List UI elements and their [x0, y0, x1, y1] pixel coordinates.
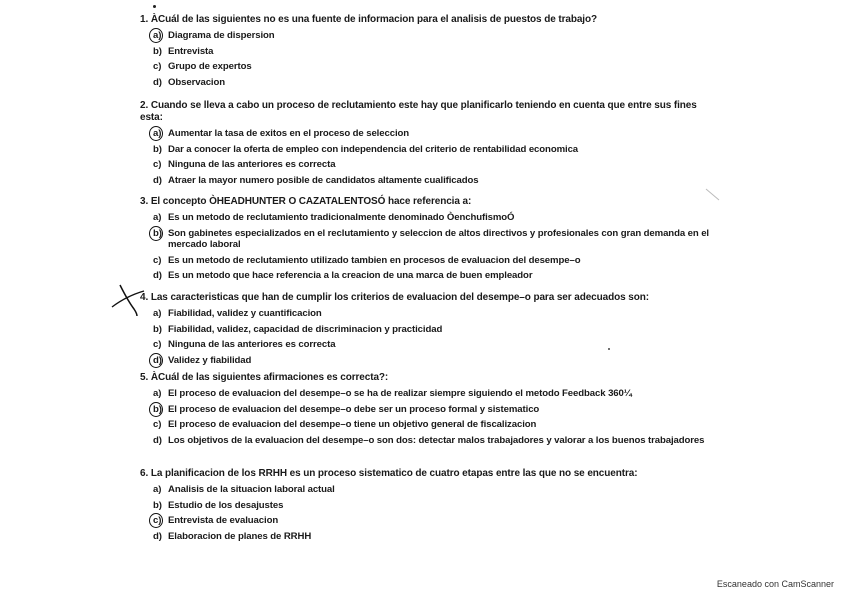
question-1 — [140, 14, 710, 92]
option-c[interactable] — [153, 61, 710, 73]
option-a[interactable] — [153, 388, 710, 400]
question-title — [140, 468, 710, 480]
option-text: Los objetivos de la evaluacion del desempe–o son dos: detectar malos trabajadores y valorar a los buenos trabajadores — [168, 434, 705, 446]
option-text: Dar a conocer la oferta de empleo con independencia del criterio de rentabilidad economica — [168, 143, 579, 155]
option-text: Fiabilidad, validez, capacidad de discriminacion y practicidad — [168, 323, 443, 335]
option-text: Validez y fiabilidad — [168, 354, 252, 366]
option-text: Es un metodo de reclutamiento tradicionalmente denominado ÒenchufismoÓ — [168, 212, 515, 223]
option-a[interactable] — [153, 212, 710, 224]
question-title — [140, 100, 710, 124]
option-a[interactable] — [153, 308, 710, 320]
option-letter-circled: b) — [153, 404, 168, 416]
option-text: Atraer la mayor numero posible de candidatos altamente cualificados — [168, 174, 479, 186]
option-d[interactable] — [153, 270, 710, 282]
question-number: 6. — [140, 468, 149, 479]
question-number: 5. — [140, 372, 149, 383]
option-a[interactable] — [153, 484, 710, 496]
option-letter: b) — [153, 323, 162, 335]
option-b[interactable] — [153, 46, 710, 58]
option-b[interactable] — [153, 500, 710, 512]
option-letter: d) — [153, 270, 162, 281]
question-text: Las caracteristicas que han de cumplir los criterios de evaluacion del desempe–o para ser adecuados son: — [150, 292, 649, 303]
option-text: Ninguna de las anteriores es correcta — [168, 159, 336, 170]
option-letter: c) — [153, 339, 162, 350]
question-number: 4. — [140, 292, 149, 303]
question-title — [140, 292, 710, 304]
option-b[interactable] — [153, 324, 710, 336]
question-2 — [140, 100, 710, 190]
option-text: El proceso de evaluacion del desempe–o tiene un objetivo general de fiscalizacion — [168, 419, 537, 430]
option-c[interactable] — [153, 339, 710, 351]
options-list — [153, 212, 710, 282]
question-text: El concepto ÒHEADHUNTER O CAZATALENTOSÓ hace referencia a: — [150, 196, 472, 207]
option-a[interactable] — [153, 30, 710, 42]
options-list — [153, 388, 710, 446]
option-letter: b) — [153, 45, 162, 57]
option-letter: a) — [153, 308, 162, 319]
option-text: Aumentar la tasa de exitos en el proceso de seleccion — [168, 128, 410, 139]
stray-dot-mark — [608, 348, 610, 350]
option-letter: a) — [153, 484, 162, 495]
question-number: 3. — [140, 196, 149, 207]
options-list — [153, 484, 710, 542]
option-b[interactable] — [153, 144, 710, 156]
question-text: ÀCuál de las siguientes afirmaciones es correcta?: — [150, 372, 389, 383]
options-list — [153, 308, 710, 366]
scanner-watermark: Escaneado con CamScanner — [716, 579, 834, 589]
option-d[interactable] — [153, 175, 710, 187]
option-letter: b) — [153, 499, 162, 511]
option-d[interactable] — [153, 435, 710, 447]
question-title — [140, 196, 710, 208]
option-text: Observacion — [168, 76, 226, 88]
option-c[interactable] — [153, 159, 710, 171]
option-d[interactable] — [153, 77, 710, 89]
question-title — [140, 372, 710, 384]
question-title — [140, 14, 710, 26]
question-4 — [140, 292, 710, 370]
option-text: Son gabinetes especializados en el reclutamiento y seleccion de altos directivos y profesionales con gran demanda en el mercado laboral — [168, 227, 709, 250]
option-letter: d) — [153, 530, 162, 542]
question-text: Cuando se lleva a cabo un proceso de reclutamiento este hay que planificarlo teniendo en cuenta que entre sus fines esta: — [140, 100, 697, 123]
question-5 — [140, 372, 710, 450]
stray-line-mark — [705, 188, 721, 202]
option-letter-circled: b) — [153, 228, 168, 240]
option-text: Entrevista — [168, 45, 214, 57]
option-text: Es un metodo de reclutamiento utilizado tambien en procesos de evaluacion del desempe–o — [168, 254, 581, 266]
handwritten-cross-mark — [110, 283, 149, 317]
option-text: Analisis de la situacion laboral actual — [168, 484, 335, 495]
option-text: Ninguna de las anteriores es correcta — [168, 339, 336, 350]
option-letter-circled: d) — [153, 355, 168, 367]
option-text: Entrevista de evaluacion — [168, 515, 279, 526]
option-letter: a) — [153, 212, 162, 223]
option-letter: c) — [153, 254, 162, 266]
option-letter-circled: c) — [153, 515, 168, 527]
option-letter-circled: a) — [153, 30, 168, 42]
question-text: La planificacion de los RRHH es un proceso sistematico de cuatro etapas entre las que no se encuentra: — [150, 468, 638, 479]
option-b[interactable] — [153, 228, 710, 251]
option-letter: d) — [153, 76, 162, 88]
option-text: Elaboracion de planes de RRHH — [168, 530, 312, 542]
option-letter: a) — [153, 388, 162, 399]
option-letter: b) — [153, 143, 162, 155]
options-list — [153, 30, 710, 88]
option-c[interactable] — [153, 255, 710, 267]
option-d[interactable] — [153, 531, 710, 543]
option-text: El proceso de evaluacion del desempe–o debe ser un proceso formal y sistematico — [168, 403, 540, 415]
option-letter: c) — [153, 159, 162, 170]
options-list — [153, 128, 710, 186]
option-d[interactable] — [153, 355, 710, 367]
option-letter: d) — [153, 434, 162, 446]
option-text: Grupo de expertos — [168, 61, 252, 72]
question-6 — [140, 468, 710, 546]
pen-dot-mark — [153, 5, 156, 8]
option-a[interactable] — [153, 128, 710, 140]
question-3 — [140, 196, 710, 286]
option-text: Estudio de los desajustes — [168, 499, 284, 511]
option-letter: c) — [153, 419, 162, 430]
option-letter: d) — [153, 174, 162, 186]
option-letter: c) — [153, 61, 162, 72]
option-text: Fiabilidad, validez y cuantificacion — [168, 308, 322, 319]
option-letter-circled: a) — [153, 128, 168, 140]
option-b[interactable] — [153, 404, 710, 416]
option-c[interactable] — [153, 515, 710, 527]
option-c[interactable] — [153, 419, 710, 431]
question-number: 2. — [140, 100, 149, 111]
question-number: 1. — [140, 14, 149, 25]
option-text: El proceso de evaluacion del desempe–o se ha de realizar siempre siguiendo el metodo Feedback 360¼ — [168, 388, 632, 399]
option-text: Diagrama de dispersion — [168, 30, 275, 41]
question-text: ÀCuál de las siguientes no es una fuente de informacion para el analisis de puestos de trabajo? — [150, 14, 597, 25]
option-text: Es un metodo que hace referencia a la creacion de una marca de buen empleador — [168, 270, 533, 281]
